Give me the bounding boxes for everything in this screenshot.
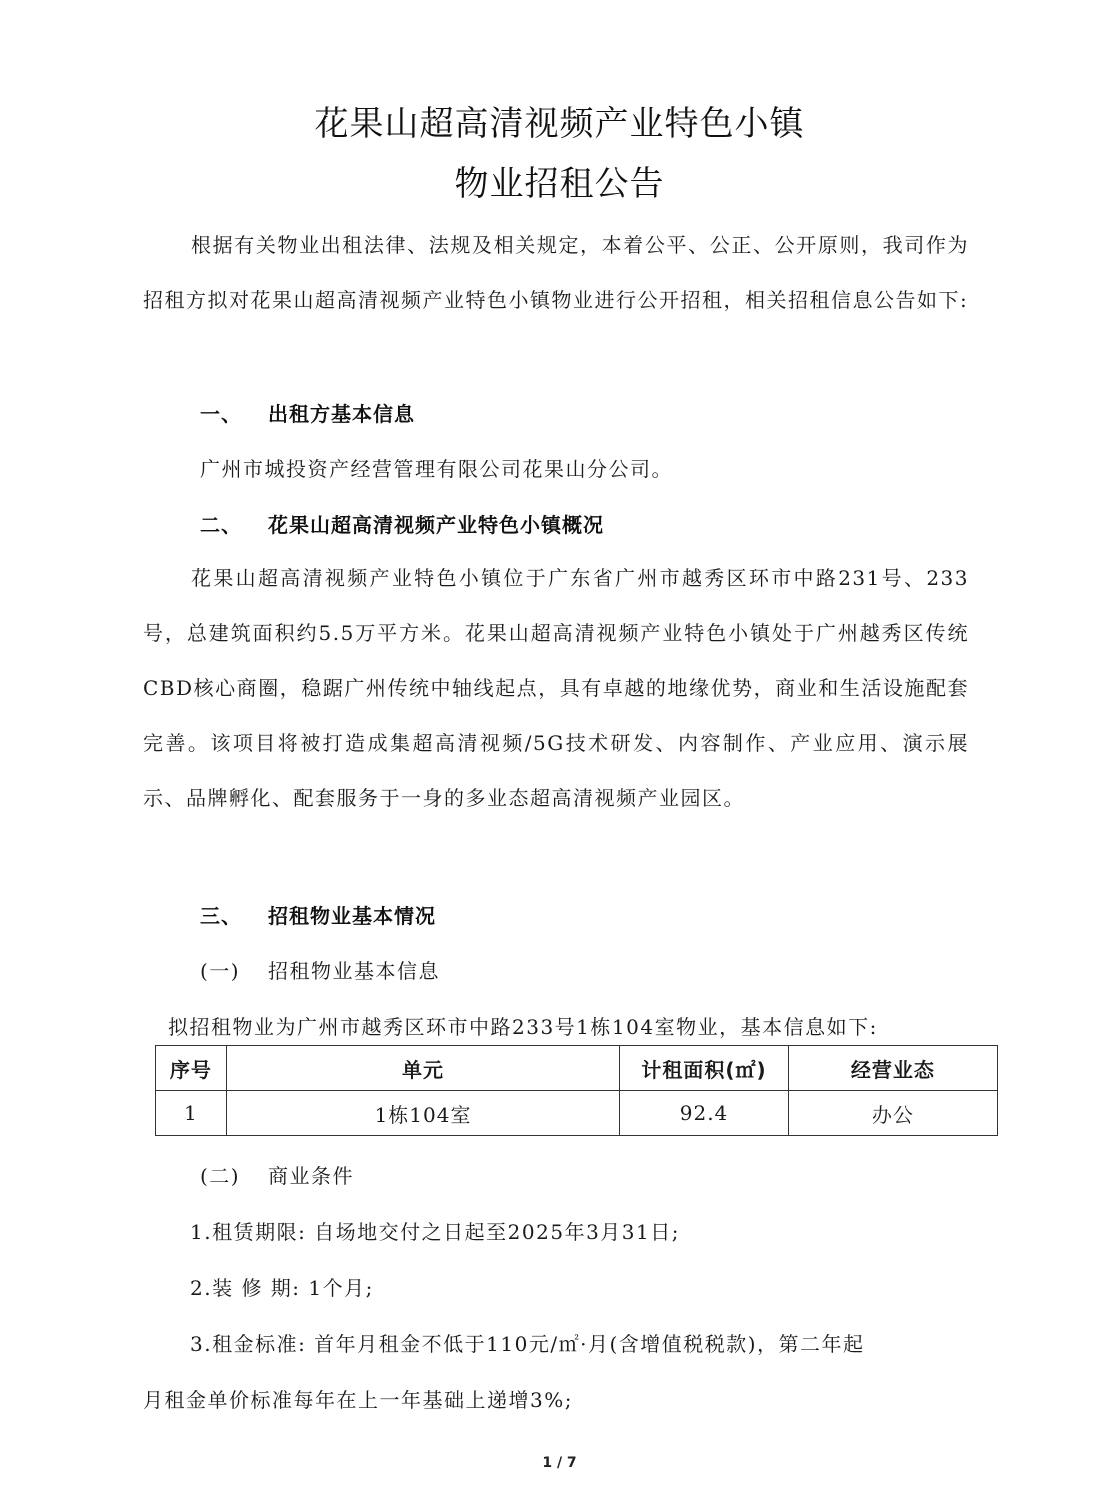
subsection2-heading (200, 1160, 354, 1189)
subsection1-heading (200, 955, 440, 984)
section1-heading (200, 398, 415, 427)
section1-body: 广州市城投资产经营管理有限公司花果山分公司。 (200, 457, 673, 481)
section2-heading (200, 509, 604, 538)
subsection2-title: 商业条件 (268, 1164, 354, 1188)
section3-title: 招租物业基本情况 (268, 904, 436, 928)
condition-item-1: 1.租赁期限: 自场地交付之日起至2025年3月31日; (190, 1220, 680, 1244)
section2-number: 二、 (200, 513, 242, 537)
table-cell: 1栋104室 (226, 1091, 620, 1136)
subsection1-number: (一) (200, 959, 241, 983)
intro-paragraph: 根据有关物业出租法律、法规及相关规定，本着公平、公正、公开原则，我司作为招租方拟对花果山超高清视频产业特色小镇物业进行公开招租，相关招租信息公告如下: (143, 233, 969, 312)
page-number: 1 / 7 (542, 1455, 577, 1471)
table-cell: 1 (156, 1091, 227, 1136)
condition-item-2: 2.装 修 期: 1个月; (190, 1276, 374, 1300)
section1-number: 一、 (200, 402, 242, 426)
condition-item-3-line1: 3.租金标准: 首年月租金不低于110元/㎡·月(含增值税税款)，第二年起 (190, 1332, 865, 1356)
document-title-line1: 花果山超高清视频产业特色小镇 (314, 104, 805, 144)
document-title-line2: 物业招租公告 (454, 164, 665, 204)
table-row (156, 1091, 998, 1136)
condition-item-3-line2: 月租金单价标准每年在上一年基础上递增3%; (143, 1388, 573, 1412)
table-header-cell: 计租面积(㎡) (620, 1046, 788, 1091)
table-header-cell: 序号 (156, 1046, 227, 1091)
table-cell: 92.4 (620, 1091, 788, 1136)
section2-body: 花果山超高清视频产业特色小镇位于广东省广州市越秀区环市中路231号、233号，总建筑面积约5.5万平方米。花果山超高清视频产业特色小镇处于广州越秀区传统CBD核心商圈，稳踞广州传统中轴线起点，具有卓越的地缘优势，商业和生活设施配套完善。该项目将被打造成集超高清视频/5G技术研发、内容制作、产业应用、演示展示、品牌孵化、配套服务于一身的多业态超高清视频产业园区。 (143, 566, 969, 810)
section3-number: 三、 (200, 904, 242, 928)
subsection2-number: (二) (200, 1164, 241, 1188)
table-header-cell: 经营业态 (788, 1046, 997, 1091)
table-cell: 办公 (788, 1091, 997, 1136)
property-table (155, 1045, 998, 1136)
subsection1-body: 拟招租物业为广州市越秀区环市中路233号1栋104室物业，基本信息如下: (168, 1015, 878, 1039)
section1-title: 出租方基本信息 (268, 402, 415, 426)
section2-title: 花果山超高清视频产业特色小镇概况 (268, 513, 604, 537)
table-header-cell: 单元 (226, 1046, 620, 1091)
subsection1-title: 招租物业基本信息 (268, 959, 440, 983)
table-header-row (156, 1046, 998, 1091)
section3-heading (200, 900, 436, 929)
